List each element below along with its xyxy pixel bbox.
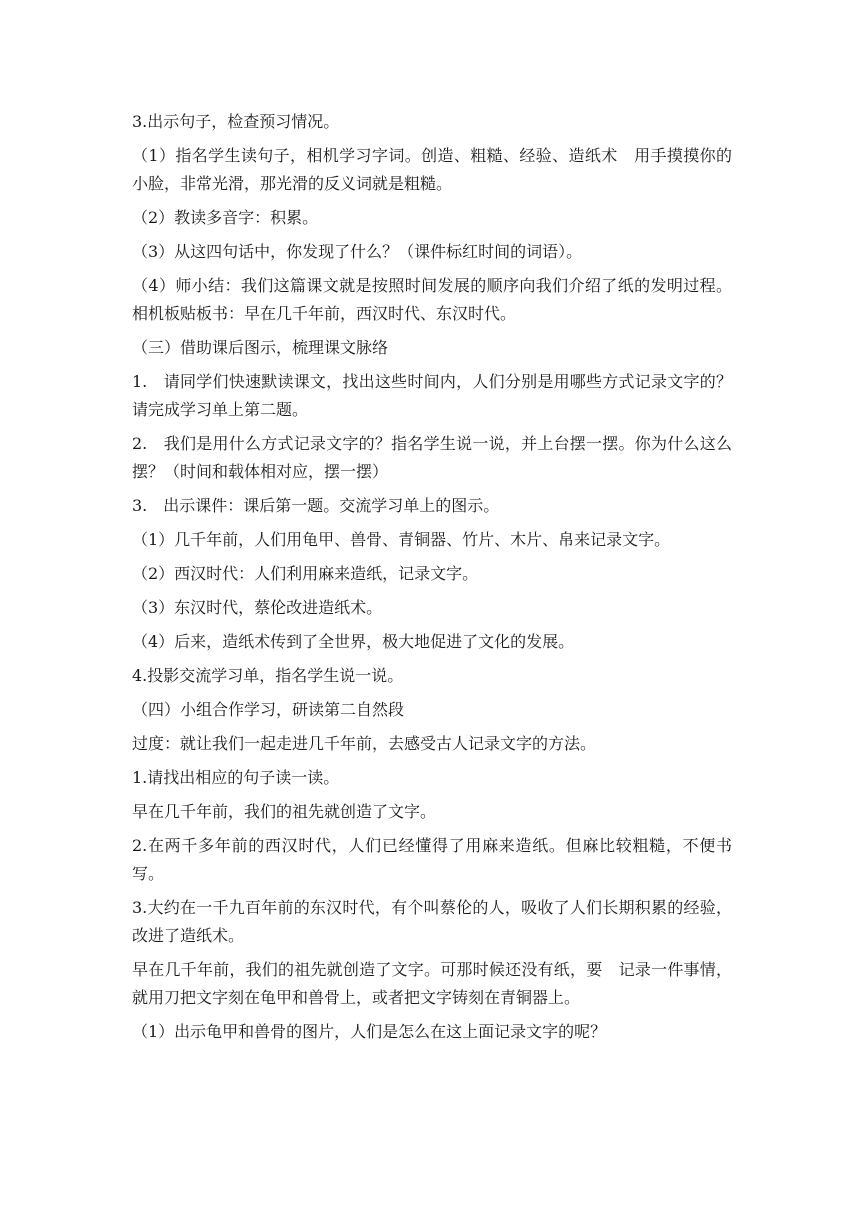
paragraph-find-sentences: 1.请找出相应的句子读一读。: [132, 768, 340, 787]
paragraph-courseware: 3. 出示课件：课后第一题。交流学习单上的图示。: [132, 496, 500, 515]
paragraph-tortoise-shell: （1）出示龟甲和兽骨的图片，人们是怎么在这上面记录文字的呢？: [132, 1022, 607, 1041]
document-body: [132, 108, 732, 1052]
section-heading-3: （三）借助课后图示，梳理课文脉络: [132, 338, 389, 357]
paragraph-cai-lun: 3.大约在一千九百年前的东汉时代，有个叫蔡伦的人，吸收了人们长期积累的经验，改进了造纸术。: [132, 898, 732, 945]
paragraph-transition: 过度：就让我们一起走进几千年前，去感受古人记录文字的方法。: [132, 734, 597, 753]
paragraph-silent-reading: 1. 请同学们快速默读课文，找出这些时间内，人们分别是用哪些方式记录文字的？请完成学习单上第二题。: [132, 372, 732, 419]
paragraph-eastern-han: （3）东汉时代，蔡伦改进造纸术。: [132, 598, 383, 617]
paragraph-no-paper: 早在几千年前，我们的祖先就创造了文字。可那时候还没有纸，要 记录一件事情，就用刀把文字刻在龟甲和兽骨上，或者把文字铸刻在青铜器上。: [132, 960, 732, 1007]
paragraph-ancestors: 早在几千年前，我们的祖先就创造了文字。: [132, 802, 437, 821]
paragraph-western-han: （2）西汉时代：人们利用麻来造纸，记录文字。: [132, 564, 479, 583]
paragraph-hemp-paper: 2.在两千多年前的西汉时代，人们已经懂得了用麻来造纸。但麻比较粗糙，不便书写。: [132, 836, 732, 883]
paragraph-discover: （3）从这四句话中，你发现了什么？（课件标红时间的词语）。: [132, 242, 583, 261]
paragraph-summary: （4）师小结：我们这篇课文就是按照时间发展的顺序向我们介绍了纸的发明过程。相机板贴板书：早在几千年前，西汉时代、东汉时代。: [132, 276, 732, 323]
paragraph-read-sentences: （1）指名学生读句子，相机学习字词。创造、粗糙、经验、造纸术 用手摸摸你的小脸，非常光滑，那光滑的反义词就是粗糙。: [132, 146, 732, 193]
paragraph-projection: 4.投影交流学习单，指名学生说一说。: [132, 666, 404, 685]
paragraph-polyphonic: （2）教读多音字：积累。: [132, 208, 319, 227]
paragraph-thousands-years: （1）几千年前，人们用龟甲、兽骨、青铜器、竹片、木片、帛来记录文字。: [132, 530, 671, 549]
section-heading-4: （四）小组合作学习，研读第二自然段: [132, 700, 405, 719]
paragraph-later: （4）后来，造纸术传到了全世界，极大地促进了文化的发展。: [132, 632, 575, 651]
paragraph-arrange: 2. 我们是用什么方式记录文字的？指名学生说一说，并上台摆一摆。你为什么这么摆？（时间和载体相对应，摆一摆）: [132, 434, 732, 481]
paragraph-check-preview: 3.出示句子，检查预习情况。: [132, 112, 340, 131]
